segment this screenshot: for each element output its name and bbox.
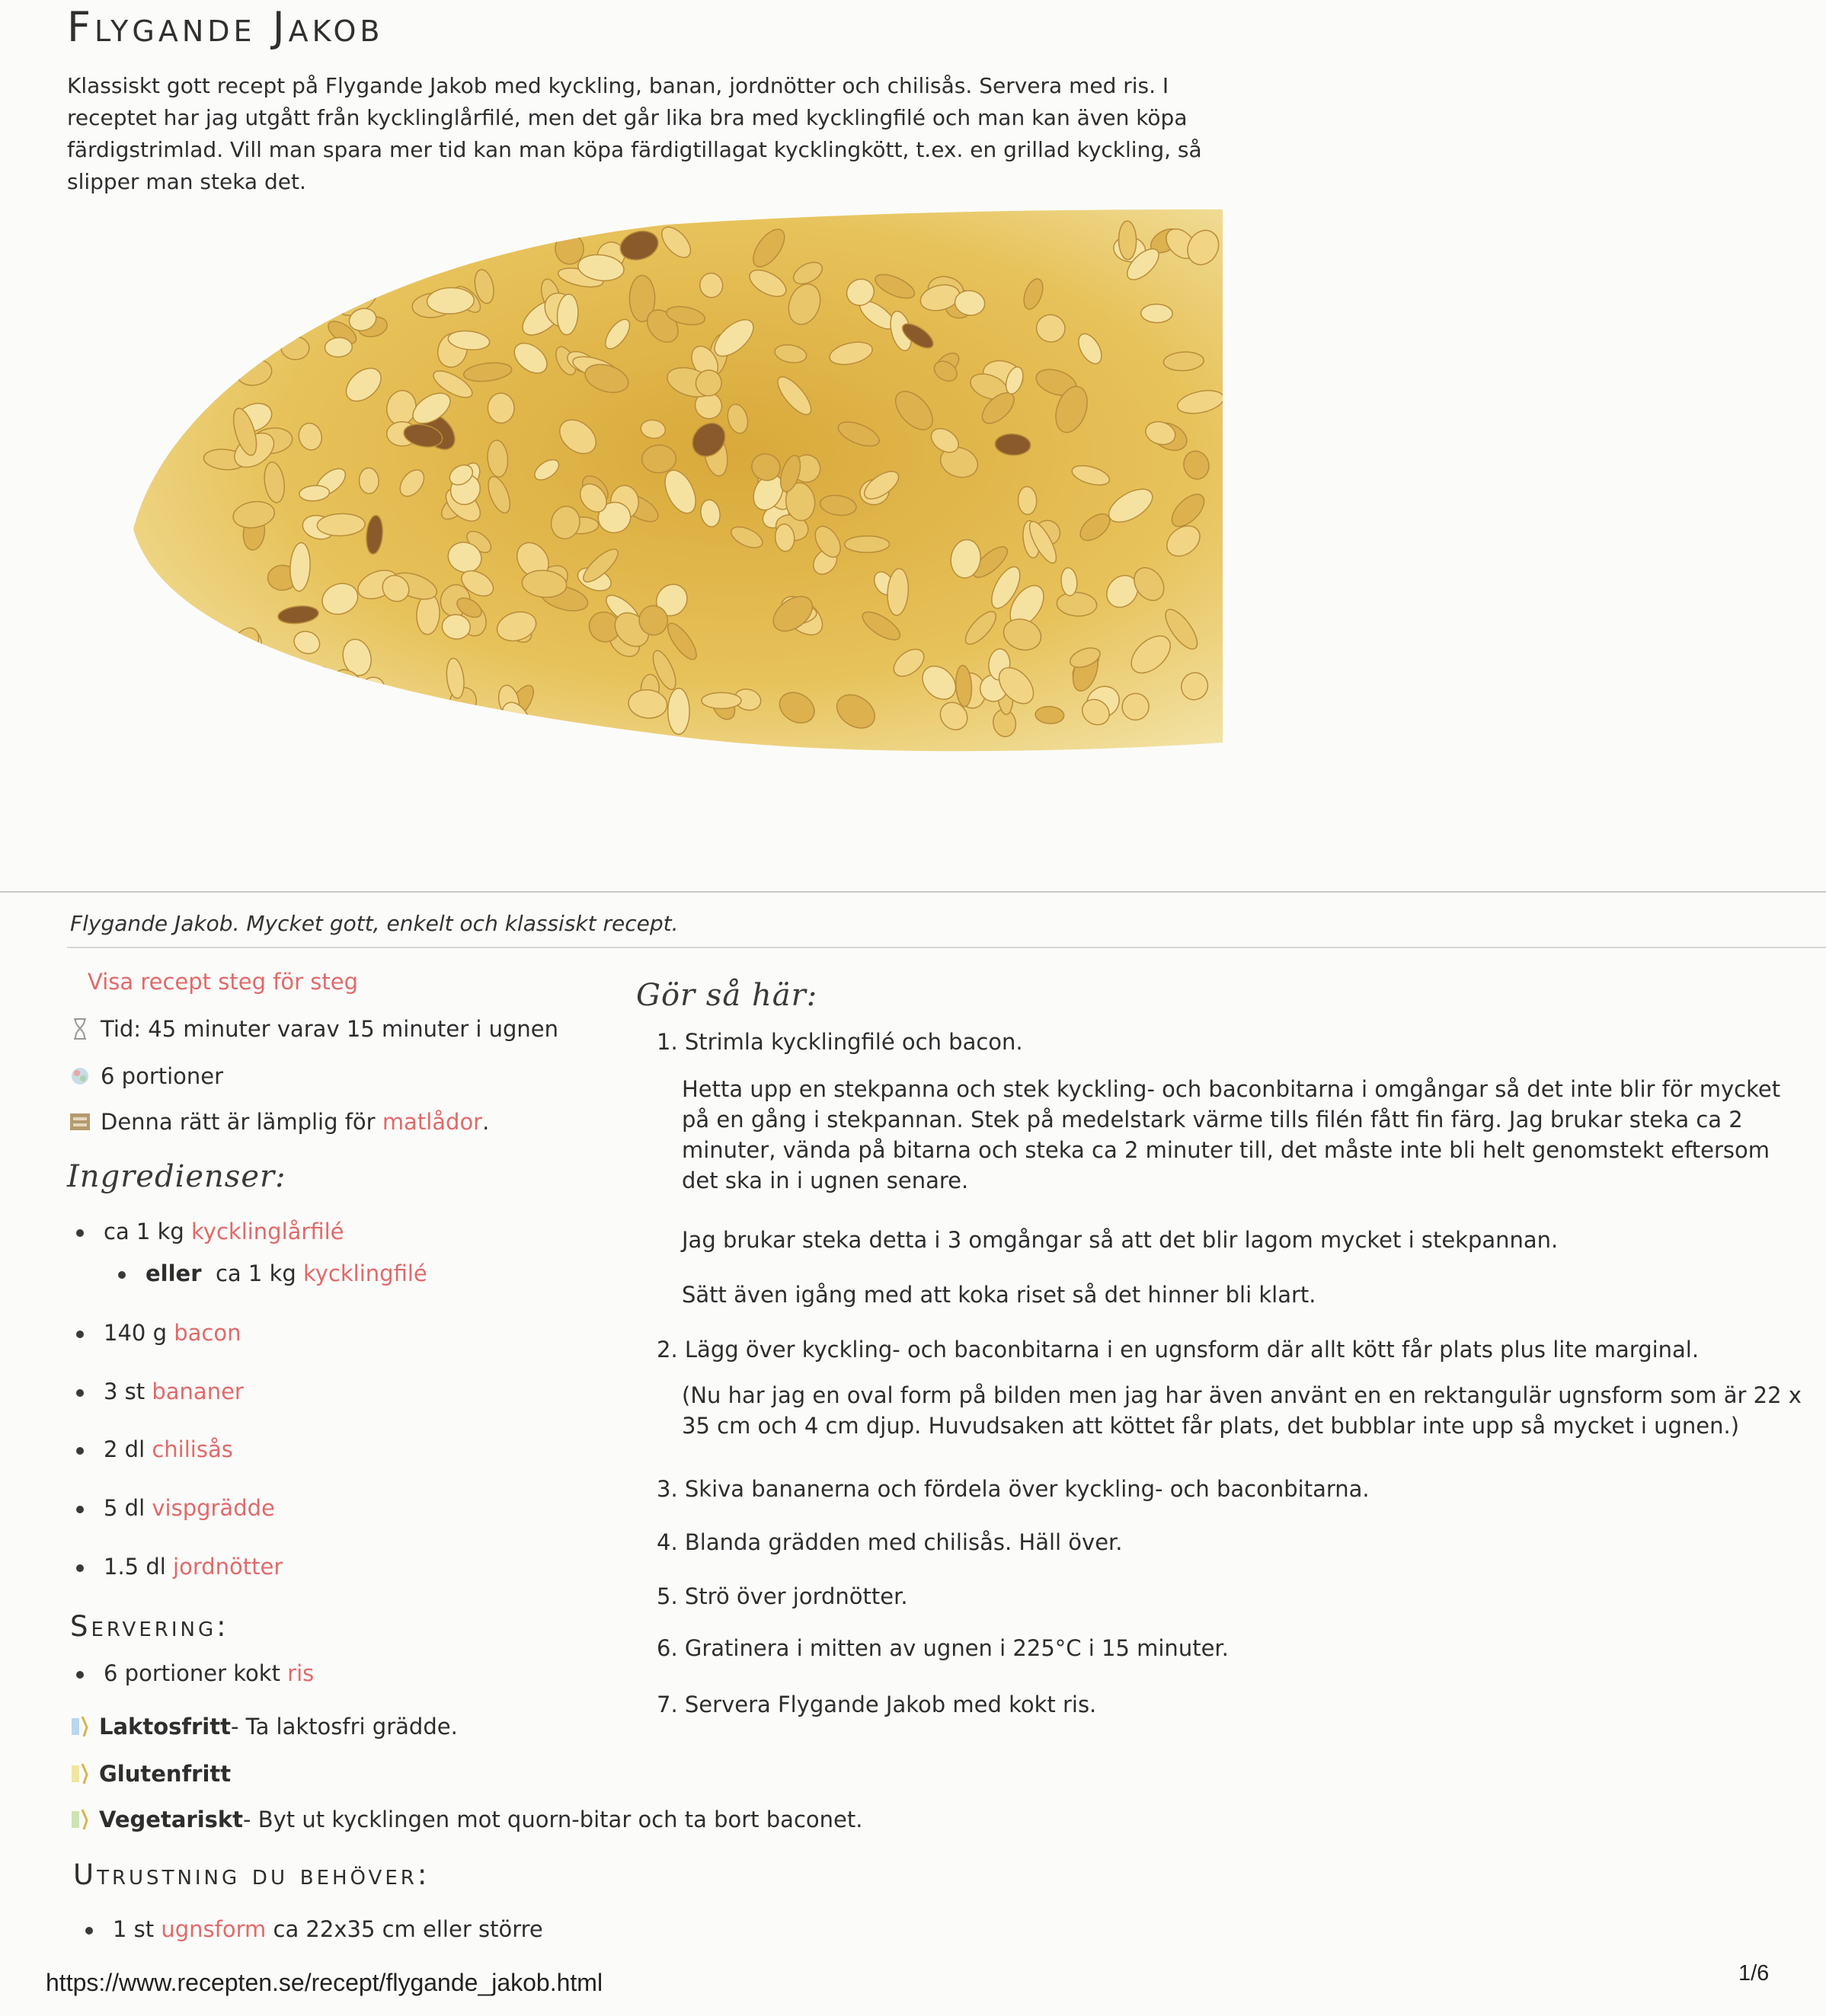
equipment-link[interactable]: ugnsform — [161, 1916, 267, 1942]
equipment-item: 1 st ugnsform ca 22x35 cm eller större — [85, 1916, 543, 1942]
peanut-shape — [1140, 304, 1172, 323]
dish-illustration — [133, 209, 1223, 758]
ingredient-item: 3 st bananer — [76, 1379, 244, 1404]
footer-url: https://www.recepten.se/recept/flygande_jakob.html — [46, 1969, 603, 1996]
peanut-shape — [668, 689, 689, 734]
equipment-heading: Utrustning du behöver: — [73, 1858, 430, 1891]
peanut-shape — [281, 336, 310, 359]
peanut-shape — [702, 692, 741, 708]
peanut-shape — [209, 270, 250, 302]
peanut-shape — [845, 536, 890, 553]
lunchbox-suffix: . — [482, 1109, 490, 1135]
portions-row — [67, 1063, 223, 1089]
peanut-shape — [641, 445, 676, 474]
lunchbox-icon — [67, 1109, 93, 1135]
ingredient-link[interactable]: chilisås — [152, 1436, 233, 1462]
ingredient-item: 2 dl chilisås — [76, 1436, 233, 1462]
ingredient-item: 5 dl vispgrädde — [76, 1495, 275, 1521]
peanut-shape — [305, 264, 341, 302]
step-6: 6. Gratinera i mitten av ugnen i 225°C i 15 minuter. — [657, 1635, 1229, 1661]
portions-icon — [67, 1063, 93, 1089]
peanut-shape — [359, 468, 379, 494]
peanut-shape — [301, 288, 334, 322]
step-7: 7. Servera Flygande Jakob med kokt ris. — [657, 1692, 1097, 1717]
page-number: 1/6 — [1738, 1961, 1770, 1986]
step-5: 5. Strö över jordnötter. — [657, 1583, 908, 1609]
peanut-shape — [262, 673, 287, 723]
intro-text: Klassiskt gott recept på Flygande Jakob med kyckling, banan, jordnötter och chilisås. Servera med ris. I receptet har jag utgått från kycklinglårfilé, men det går lika bra med kycklingfilé och man kan även köpa färdigstrimlad. Vill man spara mer tid kan man köpa färdigtillagat kycklingkött, t.ex. en grillad kyckling, så slipper man steka det. — [67, 73, 1202, 194]
step-1-paragraph: Sätt även igång med att koka riset så det hinner bli klart. — [682, 1282, 1316, 1308]
ingredient-link[interactable]: kycklingfilé — [303, 1260, 427, 1286]
ingredient-alt-item: eller ca 1 kg kycklingfilé — [118, 1260, 427, 1286]
peanut-shape — [288, 675, 319, 708]
serving-link[interactable]: ris — [287, 1660, 315, 1686]
peanut-shape — [1018, 486, 1037, 514]
peanut-shape — [382, 244, 401, 272]
peanut-shape — [226, 313, 259, 345]
ingredient-link[interactable]: kycklinglårfilé — [191, 1219, 344, 1244]
diet-vegetarian: Vegetariskt - Byt ut kycklingen mot quorn-bitar och ta bort baconet. — [69, 1807, 862, 1832]
step-1: 1. Strimla kycklingfilé och bacon. — [657, 1029, 1023, 1055]
diet-lactose-free: Laktosfritt - Ta laktosfri grädde. — [69, 1714, 458, 1740]
ingredient-link[interactable]: bacon — [174, 1320, 241, 1346]
peanut-shape — [1118, 221, 1137, 260]
ingredient-item: 1.5 dl jordnötter — [76, 1554, 283, 1580]
peanut-shape — [367, 701, 401, 743]
recipe-photo — [133, 209, 1223, 758]
divider — [67, 947, 1826, 948]
step-2: 2. Lägg över kyckling- och baconbitarna i en ugnsform där allt kött får plats plus lite marginal. — [657, 1337, 1700, 1363]
step-3: 3. Skiva bananerna och fördela över kyckling- och baconbitarna. — [657, 1476, 1370, 1502]
peanut-shape — [209, 318, 246, 360]
gluten-free-icon — [69, 1761, 91, 1787]
divider — [0, 891, 1826, 893]
peanut-shape — [245, 248, 296, 295]
peanut-shape — [488, 393, 514, 423]
peanut-shape — [232, 688, 260, 728]
step-4: 4. Blanda grädden med chilisås. Häll över. — [657, 1529, 1123, 1555]
photo-caption: Flygande Jakob. Mycket gott, enkelt och klassiskt recept. — [70, 911, 679, 936]
time-row — [67, 1016, 558, 1042]
method-heading: Gör så här: — [636, 978, 818, 1013]
vegetarian-icon — [69, 1807, 91, 1832]
hourglass-icon — [67, 1016, 93, 1042]
ingredient-link[interactable]: jordnötter — [173, 1554, 283, 1580]
step-2-paragraph: (Nu har jag en oval form på bilden men jag har även använt en en rektangulär ugnsform som är 22 x 35 cm och 4 cm djup. Huvudsaken att köttet får plats, det bubblar inte upp så mycket i ugnen.) — [682, 1382, 1802, 1439]
ingredient-item: ca 1 kg kycklinglårfilé — [76, 1219, 344, 1244]
ingredients-heading: Ingredienser: — [67, 1159, 286, 1194]
portions-text: 6 portioner — [101, 1063, 224, 1089]
peanut-shape — [228, 654, 264, 690]
step-1-paragraph: Hetta upp en stekpanna och stek kyckling- och baconbitarna i omgångar så det inte blir för mycket på en gång i stekpannan. Stek på medelstark värme tills filén fått fin färg. Jag brukar steka ca 2 minuter, vända på bitarna och steka ca 2 minuter till, det måste inte bli helt genomstekt eftersom det ska in i ugnen senare. — [682, 1076, 1781, 1193]
peanut-shape — [363, 218, 417, 265]
ingredient-link[interactable]: bananer — [152, 1379, 244, 1404]
lunchbox-prefix: Denna rätt är lämplig för — [101, 1109, 376, 1135]
lunchbox-link[interactable]: matlådor — [382, 1109, 483, 1135]
lactose-free-icon — [69, 1714, 91, 1740]
peanut-shape — [201, 310, 250, 347]
peanut-shape — [284, 281, 317, 306]
serving-heading: Servering: — [70, 1610, 229, 1643]
step-1-paragraph: Jag brukar steka detta i 3 omgångar så att det blir lagom mycket i stekpannan. — [682, 1227, 1559, 1253]
diet-gluten-free: Glutenfritt — [69, 1761, 231, 1787]
step-by-step-link[interactable]: Visa recept steg för steg — [88, 969, 359, 995]
peanut-shape — [408, 695, 445, 740]
lunchbox-row — [67, 1109, 489, 1135]
time-text: Tid: 45 minuter varav 15 minuter i ugnen — [101, 1016, 559, 1042]
serving-item: 6 portioner kokt ris — [76, 1660, 314, 1686]
ingredient-item: 140 g bacon — [76, 1320, 241, 1346]
ingredient-link[interactable]: vispgrädde — [152, 1495, 275, 1521]
page-title: Flygande Jakob — [67, 3, 384, 51]
peanut-shape — [204, 677, 246, 706]
